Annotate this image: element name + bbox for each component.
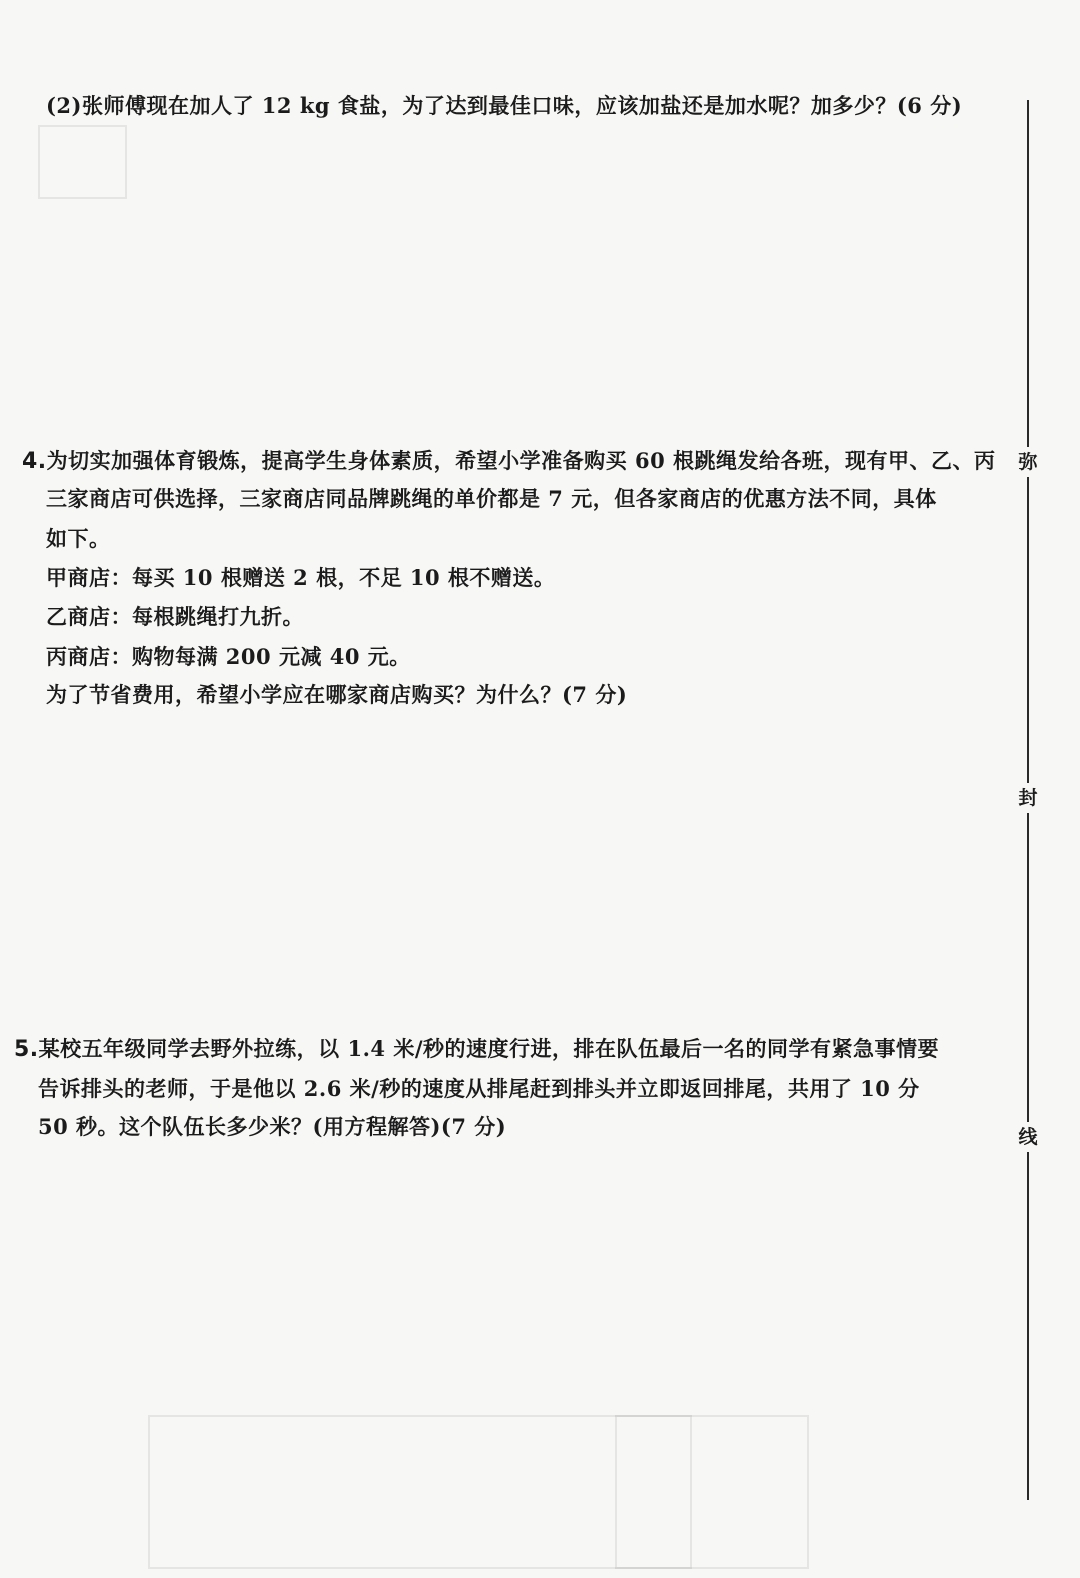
q4-line-1 — [22, 446, 996, 477]
q4-line-2: 三家商店可供选择，三家商店同品牌跳绳的单价都是 7 元，但各家商店的优惠方法不同，具体 — [46, 486, 937, 511]
q5-line-3: 50 秒。这个队伍长多少米？(用方程解答)(7 分) — [38, 1114, 507, 1139]
q3-part2-text: (2)张师傅现在加人了 12 kg 食盐，为了达到最佳口味，应该加盐还是加水呢？加多少？(6 分) — [46, 93, 963, 118]
bleed-through-box — [615, 1415, 809, 1569]
q5-line-1 — [14, 1034, 939, 1065]
q4-line-3: 如下。 — [46, 526, 111, 551]
q5-number: 5. — [14, 1037, 39, 1062]
bleed-through-box — [38, 125, 127, 199]
q5-line-1-text: 某校五年级同学去野外拉练，以 1.4 米/秒的速度行进，排在队伍最后一名的同学有紧急事情要 — [38, 1036, 939, 1061]
q4-line-1-text: 为切实加强体育锻炼，提高学生身体素质，希望小学准备购买 60 根跳绳发给各班，现有甲、乙、丙 — [46, 448, 996, 473]
q4-question: 为了节省费用，希望小学应在哪家商店购买？为什么？(7 分) — [46, 682, 628, 707]
binding-char-mi: 弥 — [1016, 447, 1040, 477]
bleed-through-box — [148, 1415, 692, 1569]
q4-number: 4. — [22, 449, 47, 474]
q5-line-2: 告诉排头的老师，于是他以 2.6 米/秒的速度从排尾赶到排头并立即返回排尾，共用了 10 分 — [38, 1076, 920, 1101]
binding-char-feng: 封 — [1016, 783, 1040, 813]
q4-store-a: 甲商店：每买 10 根赠送 2 根，不足 10 根不赠送。 — [46, 565, 556, 590]
q4-store-b: 乙商店：每根跳绳打九折。 — [46, 604, 304, 629]
q4-store-c: 丙商店：购物每满 200 元减 40 元。 — [46, 644, 411, 669]
binding-char-xian: 线 — [1016, 1122, 1040, 1152]
